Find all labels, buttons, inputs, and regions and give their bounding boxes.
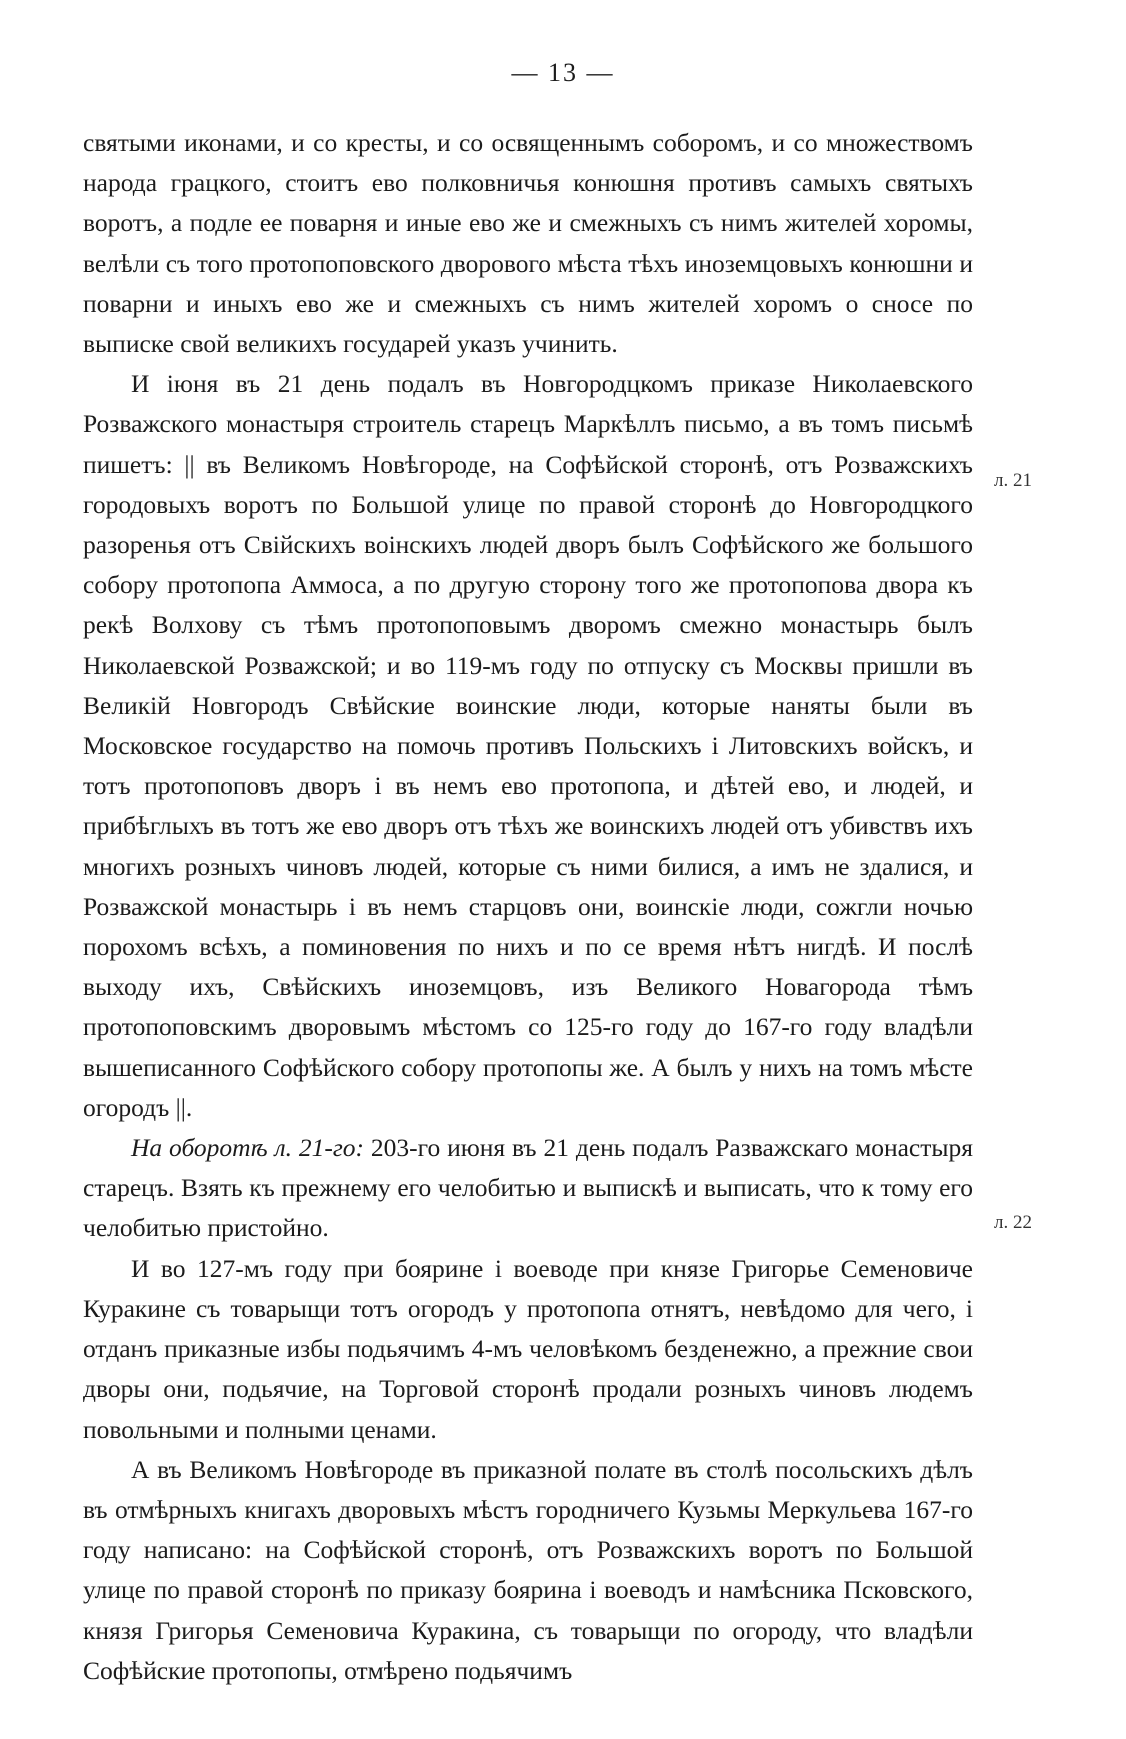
folio-reference: На оборотѣ л. 21-го: (131, 1133, 365, 1163)
paragraph-3 (83, 1128, 973, 1249)
paragraph-4: И во 127-мъ году при боярине і воеводе при князе Григорье Семеновиче Куракине съ товарыщи тотъ огородъ у протопопа отнятъ, невѣдомо для чего, і отданъ приказные избы подьячимъ 4-мъ человѣкомъ безденежно, а прежние свои дворы они, подьячие, на Торговой сторонѣ продали розныхъ чиновъ людемъ повольными и полными ценами. (83, 1253, 973, 1444)
margin-note-folio-21: л. 21 (994, 470, 1032, 491)
page-body (83, 123, 973, 1691)
paragraph-3-text: 203-го июня въ 21 день подалъ Разважскаго монастыря старецъ. Взять къ прежнему его челобитью и выпискѣ и выписать, что к тому его челобитью пристойно. (83, 1133, 974, 1243)
paragraph-5: А въ Великомъ Новѣгороде въ приказной полате въ столѣ посольскихъ дѣлъ въ отмѣрныхъ книгахъ дворовыхъ мѣстъ городничего Кузьмы Меркульева 167-го году написано: на Софѣйской сторонѣ, отъ Розважскихъ воротъ по Большой улице по правой сторонѣ по приказу боярина і воеводъ и намѣсника Псковского, князя Григорья Семеновича Куракина, съ товарыщи по огороду, что владѣли Софѣйские протопопы, отмѣрено подьячимъ (83, 1454, 973, 1685)
page-number: — 13 — (511, 58, 615, 87)
margin-note-folio-22: л. 22 (994, 1212, 1032, 1233)
paragraph-2: И іюня въ 21 день подалъ въ Новгородцкомъ приказе Николаевского Розважского монастыря строитель старецъ Маркѣллъ письмо, а въ томъ письмѣ пишетъ: || въ Великомъ Новѣгороде, на Софѣйской сторонѣ, отъ Розважскихъ городовыхъ воротъ по Большой улице по правой сторонѣ до Новгородцкого разоренья отъ Свійскихъ воінскихъ людей дворъ былъ Софѣйского же большого собору протопопа Аммоса, а по другую сторону того же протопопова двора къ рекѣ Волхову съ тѣмъ протопоповымъ дворомъ смежно монастырь былъ Николаевской Розважской; и во 119-мъ году по отпуску съ Москвы пришли въ Великій Новгородъ Свѣйские воинские люди, которые наняты были въ Московское государство на помочь противъ Польскихъ і Литовскихъ войскъ, и тотъ протопоповъ дворъ і въ немъ ево протопопа, и дѣтей ево, и людей, и прибѣглыхъ въ тотъ же ево дворъ отъ тѣхъ же воинскихъ людей отъ убивствъ ихъ многихъ розныхъ чиновъ людей, которые съ ними билися, а имъ не здалися, и Розважской монастырь і въ немъ старцовъ они, воинскіе люди, сожгли ночью порохомъ всѣхъ, а поминовения по нихъ и по се время нѣтъ нигдѣ. И послѣ выходу ихъ, Свѣйскихъ иноземцовъ, изъ Великого Новагорода тѣмъ протопоповскимъ дворовымъ мѣстомъ со 125-го году до 167-го году владѣли вышеписанного Софѣйского собору протопопы же. А былъ у нихъ на томъ мѣсте огородъ ||. (83, 369, 973, 1122)
paragraph-1: святыми иконами, и со кресты, и со освященнымъ соборомъ, и со множествомъ народа грацкого, стоитъ ево полковничья конюшня противъ самыхъ святыхъ воротъ, а подле ее поварня и иные ево же и смежныхъ съ нимъ жителей хоромы, велѣли съ того протопоповского дворового мѣста тѣхъ иноземцовыхъ конюшни и поварни и иныхъ ево же и смежныхъ съ нимъ жителей хоромъ о сносе по выписке свой великихъ государей указъ учинить. (83, 128, 973, 359)
